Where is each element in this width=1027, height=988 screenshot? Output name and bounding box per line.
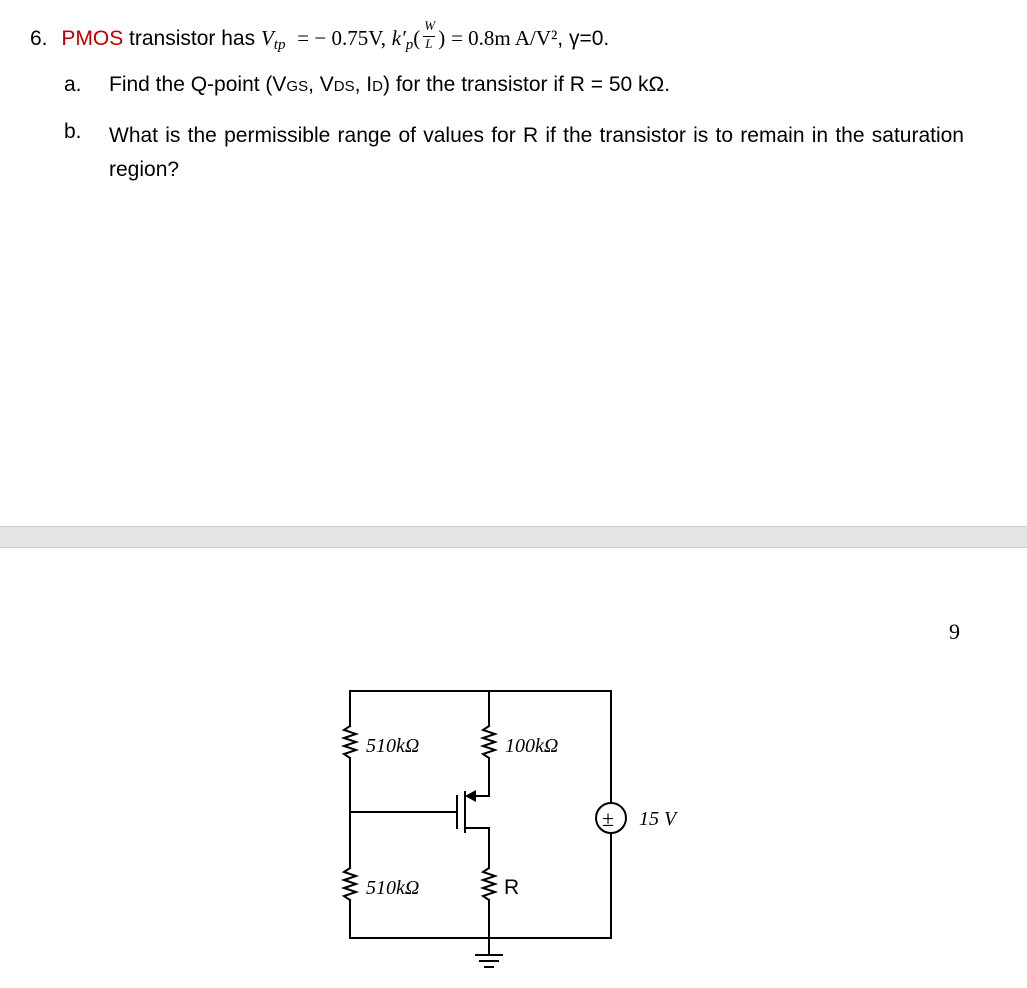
part-a-text-1: Find the Q-point (V <box>109 73 287 96</box>
problem-number: 6. <box>30 27 48 50</box>
gamma-value: , γ=0. <box>557 27 610 50</box>
drain-wire <box>465 828 489 868</box>
vtp-symbol: V <box>260 26 274 50</box>
r1-label: 510kΩ <box>366 735 420 757</box>
part-b-text: What is the permissible range of values for R if the transistor is to remain in the saturation region? <box>109 124 964 181</box>
resistor-r2 <box>344 868 356 900</box>
intro-text: transistor has <box>129 27 256 50</box>
vtp-value: = − 0.75V, <box>297 26 386 50</box>
voltage-source <box>596 803 626 833</box>
rs-label: 100kΩ <box>505 735 559 757</box>
part-a-text-3: , I <box>354 73 373 96</box>
kp-value: = 0.8m A/V² <box>451 26 558 50</box>
right-bottom-wire <box>350 834 611 938</box>
resistor-r1 <box>344 726 356 758</box>
r2-label: 510kΩ <box>366 877 420 899</box>
part-a-text-2: , V <box>308 73 334 96</box>
resistor-rd <box>483 868 495 900</box>
page-number: 9 <box>949 619 960 644</box>
id-subscript: D <box>372 78 383 95</box>
w-over-l-bottom: L <box>425 36 433 51</box>
kp-subscript: p <box>405 37 414 53</box>
rd-label: R <box>504 876 520 899</box>
page-break-divider <box>0 526 1027 548</box>
w-over-l-fraction <box>420 18 438 51</box>
resistor-rs <box>483 726 495 758</box>
part-a-label: a. <box>64 73 82 96</box>
device-type: PMOS <box>61 27 124 50</box>
problem-statement: 6. PMOS transistor has $V_{tp}$ = − 0.75V, $k'_p$( $\frac{W}{L}$ ) = 0.8m A/V², γ=0. <box>30 18 610 53</box>
part-b-label: b. <box>64 120 82 143</box>
part-a-text <box>109 73 670 97</box>
top-wire <box>350 691 611 802</box>
mosfet-arrow <box>465 790 476 802</box>
source-wire <box>473 758 489 796</box>
source-label: 15 V <box>639 808 677 830</box>
kp-symbol: k <box>391 26 402 50</box>
kp-prime: ′ <box>401 26 406 50</box>
part-a-text-4: ) for the transistor if R = 50 kΩ. <box>383 73 671 96</box>
vtp-subscript: tp <box>273 37 286 53</box>
vds-subscript: DS <box>333 78 355 95</box>
vgs-subscript: GS <box>286 78 309 95</box>
source-symbol: ± <box>602 806 615 831</box>
w-over-l-top: W <box>424 18 436 33</box>
